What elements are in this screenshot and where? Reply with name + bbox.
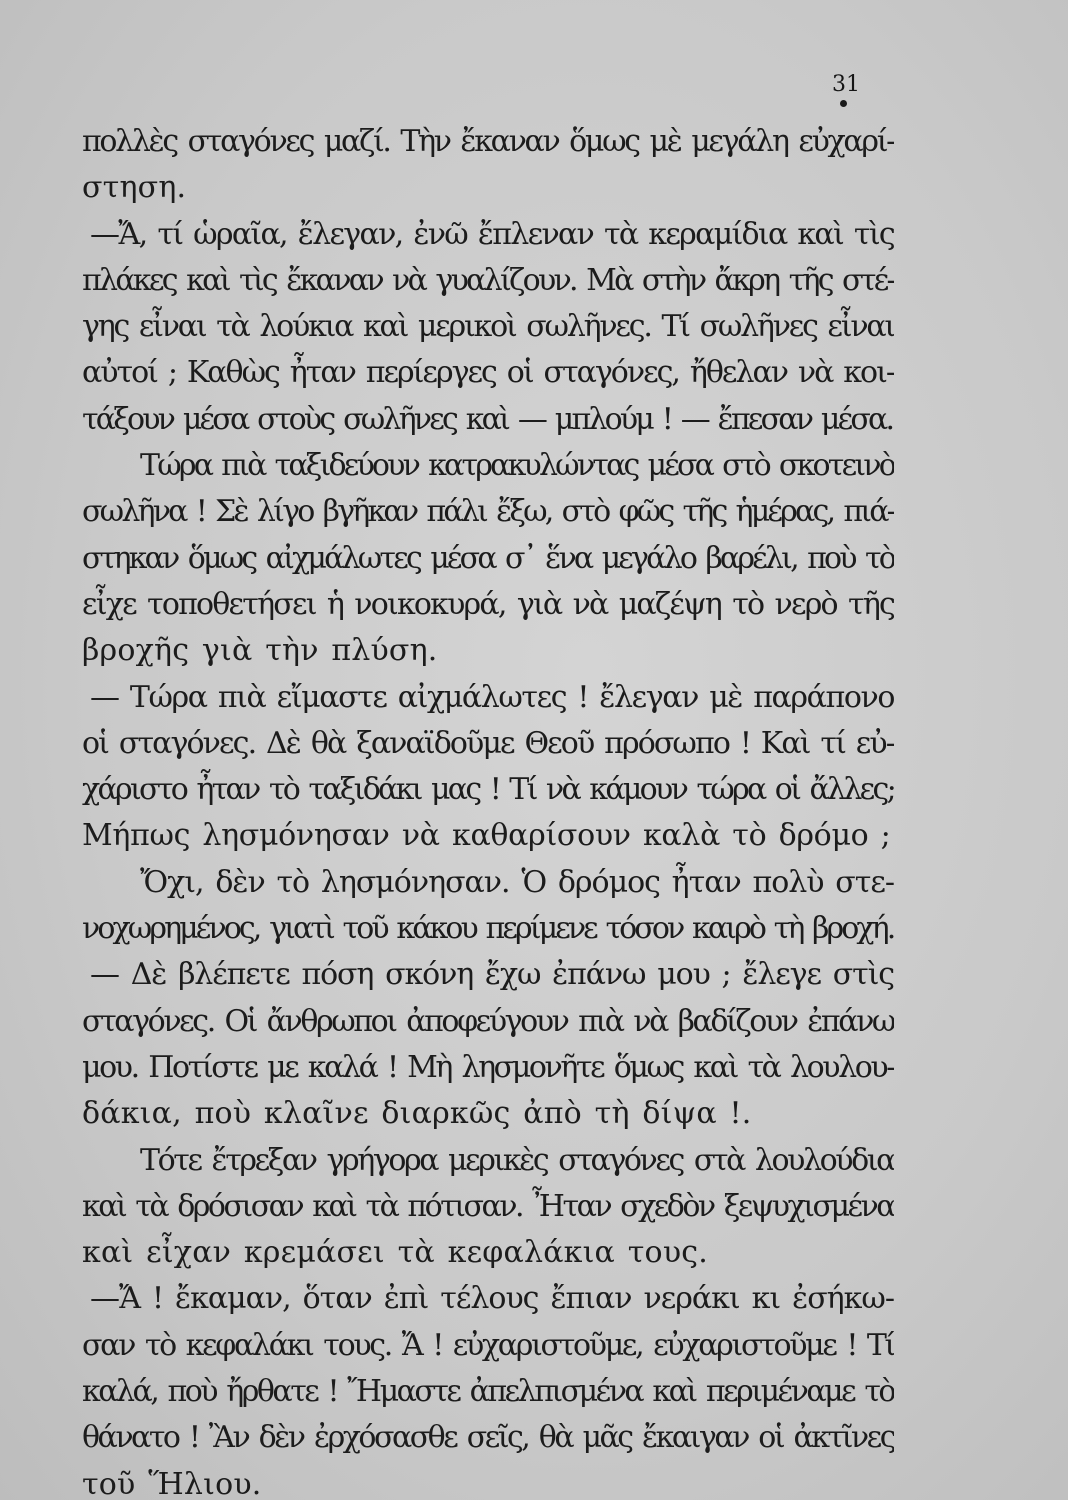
text-line: καὶ εἶχαν κρεμάσει τὰ κεφαλάκια τους. — [82, 1235, 708, 1271]
text-line: θάνατο ! Ἂν δὲν ἐρχόσασθε σεῖς, θὰ μᾶς ἔκαιγαν οἱ ἀκτῖνες — [82, 1420, 894, 1456]
text-line: — Τώρα πιὰ εἴμαστε αἰχμάλωτες ! ἔλεγαν μὲ παράπονο — [90, 679, 894, 715]
text-line: στηση. — [82, 170, 187, 206]
text-line: — Δὲ βλέπετε πόση σκόνη ἔχω ἐπάνω μου ; ἔλεγε στὶς — [90, 957, 894, 993]
text-line: δάκια, ποὺ κλαῖνε διαρκῶς ἀπὸ τὴ δίψα !. — [82, 1096, 752, 1132]
text-line: στηκαν ὅμως αἰχμάλωτες μέσα σ᾿ ἕνα μεγάλο βαρέλι, ποὺ τὸ — [82, 540, 894, 576]
text-line: τάξουν μέσα στοὺς σωλῆνες καὶ — μπλούμ ! — ἔπεσαν μέσα. — [82, 401, 893, 437]
text-line: καὶ τὰ δρόσισαν καὶ τὰ πότισαν. Ἦταν σχεδὸν ξεψυχισμένα — [82, 1188, 894, 1224]
text-line: χάριστο ἦταν τὸ ταξιδάκι μας ! Τί νὰ κάμουν τώρα οἱ ἄλλες; — [82, 772, 894, 808]
text-line: αὐτοί ; Καθὼς ἦταν περίεργες οἱ σταγόνες, ἤθελαν νὰ κοι- — [82, 355, 894, 391]
text-line: εἶχε τοποθετήσει ἡ νοικοκυρά, γιὰ νὰ μαζέψη τὸ νερὸ τῆς — [82, 586, 894, 622]
page-number-dot — [840, 100, 847, 107]
text-line: σαν τὸ κεφαλάκι τους. Ἄ ! εὐχαριστοῦμε, εὐχαριστοῦμε ! Τί — [82, 1327, 894, 1363]
text-line: σταγόνες. Οἱ ἄνθρωποι ἀποφεύγουν πιὰ νὰ βαδίζουν ἐπάνω — [82, 1003, 894, 1039]
text-line: Ὄχι, δὲν τὸ λησμόνησαν. Ὁ δρόμος ἦταν πολὺ στε- — [140, 864, 894, 900]
text-line: γης εἶναι τὰ λούκια καὶ μερικοὶ σωλῆνες. Τί σωλῆνες εἶναι — [82, 309, 894, 345]
text-line: μου. Ποτίστε με καλά ! Μὴ λησμονῆτε ὅμως καὶ τὰ λουλου- — [82, 1049, 894, 1085]
text-line: Τώρα πιὰ ταξιδεύουν κατρακυλώντας μέσα στὸ σκοτεινὸ — [140, 448, 894, 484]
text-line: Μήπως λησμόνησαν νὰ καθαρίσουν καλὰ τὸ δρόμο ; — [82, 818, 891, 854]
text-line: πλάκες καὶ τὶς ἔκαναν νὰ γυαλίζουν. Μὰ στὴν ἄκρη τῆς στέ- — [82, 262, 894, 298]
text-line: —Ἄ, τί ὡραῖα, ἔλεγαν, ἐνῶ ἔπλεναν τὰ κεραμίδια καὶ τὶς — [90, 216, 894, 252]
text-line: —Ἄ ! ἔκαμαν, ὅταν ἐπὶ τέλους ἔπιαν νεράκι κι ἐσήκω- — [90, 1281, 894, 1317]
body-text — [82, 119, 894, 1500]
text-line: οἱ σταγόνες. Δὲ θὰ ξαναϊδοῦμε Θεοῦ πρόσωπο ! Καὶ τί εὐ- — [82, 725, 894, 761]
page-number: 31 — [832, 72, 860, 97]
text-line: νοχωρημένος, γιατὶ τοῦ κάκου περίμενε τόσον καιρὸ τὴ βροχή. — [82, 911, 894, 947]
text-line: καλά, ποὺ ἤρθατε ! Ἤμαστε ἀπελπισμένα καὶ περιμέναμε τὸ — [82, 1374, 894, 1410]
text-line: βροχῆς γιὰ τὴν πλύση. — [82, 633, 438, 669]
text-line: Τότε ἔτρεξαν γρήγορα μερικὲς σταγόνες στὰ λουλούδια — [140, 1142, 894, 1178]
text-line: τοῦ Ἥλιου. — [82, 1466, 262, 1500]
text-line: πολλὲς σταγόνες μαζί. Τὴν ἔκαναν ὅμως μὲ μεγάλη εὐχαρί- — [82, 124, 894, 159]
text-line: σωλῆνα ! Σὲ λίγο βγῆκαν πάλι ἔξω, στὸ φῶς τῆς ἡμέρας, πιά- — [82, 494, 894, 530]
